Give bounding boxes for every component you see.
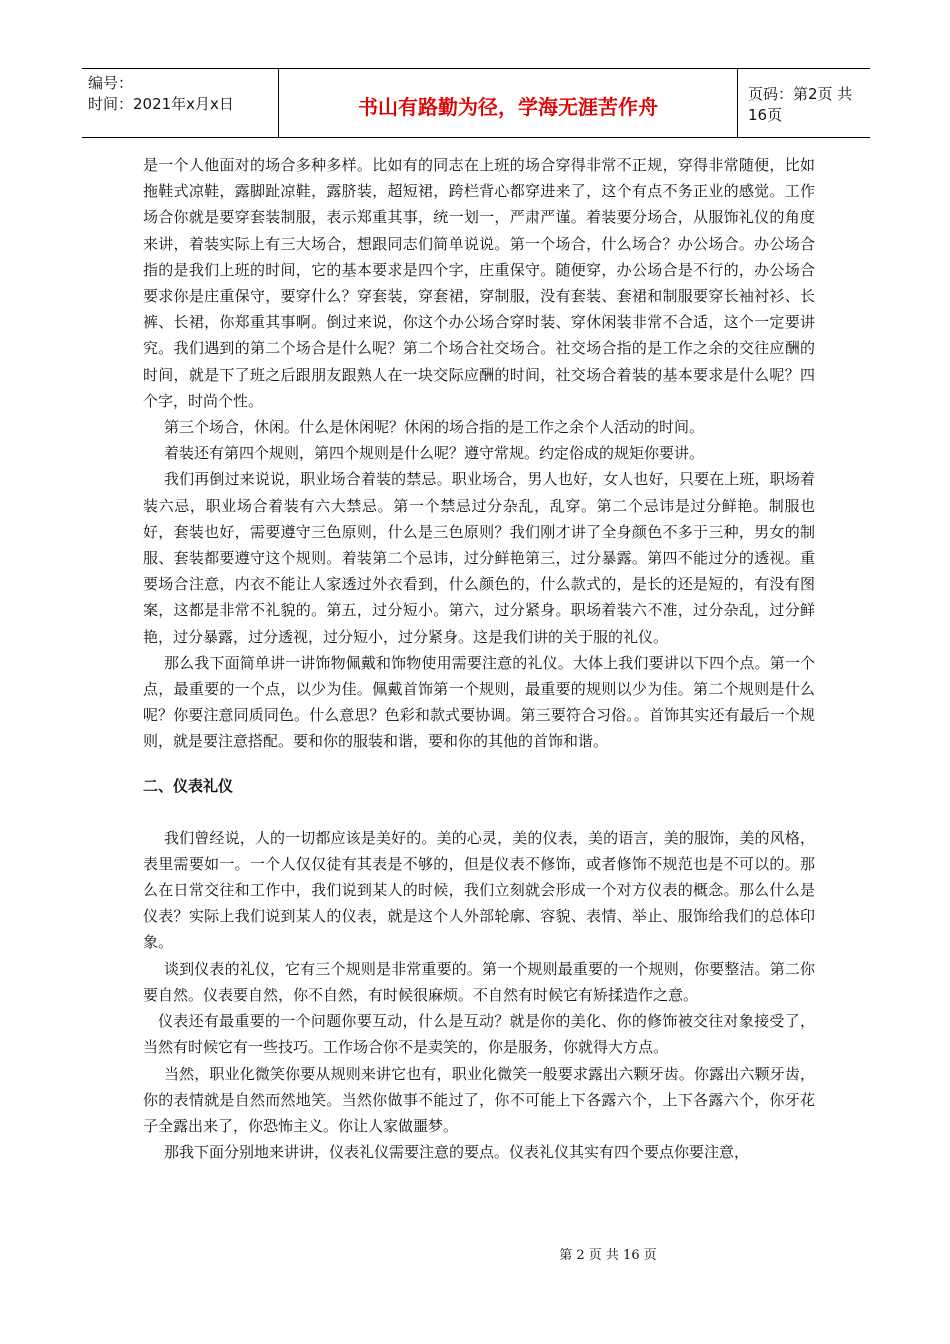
serial-label: 编号：: [88, 74, 134, 92]
paragraph: 仪表还有最重要的一个问题你要互动，什么是互动？就是你的美化、你的修饰被交往对象接受了，当然有时候它有一些技巧。工作场合你不是卖笑的，你是服务，你就得大方点。: [143, 1012, 815, 1057]
page-header: [82, 68, 870, 138]
paragraph: 那么我下面简单讲一讲饰物佩戴和饰物使用需要注意的礼仪。大体上我们要讲以下四个点。第一个点，最重要的一个点，以少为佳。佩戴首饰第一个规则，最重要的规则以少为佳。第二个规则是什么呢？你要注意同质同色。什么意思？色彩和款式要协调。第三要符合习俗。。首饰其实还有最后一个规则，就是要注意搭配。要和你的服装和谐，要和你的其他的首饰和谐。: [143, 653, 815, 751]
header-motto: [279, 69, 738, 137]
header-page-info: [738, 69, 870, 137]
document-body: [143, 152, 815, 1165]
paragraph: 我们曾经说，人的一切都应该是美好的。美的心灵，美的仪表，美的语言，美的服饰，美的风格，表里需要如一。一个人仅仅徒有其表是不够的，但是仪表不修饰，或者修饰不规范也是不可以的。那么在日常交往和工作中，我们说到某人的时候，我们立刻就会形成一个对方仪表的概念。那么什么是仪表？实际上我们说到某人的仪表，就是这个人外部轮廓、容貌、表情、举止、服饰给我们的总体印象。: [143, 828, 815, 952]
paragraph: 那我下面分别地来讲讲，仪表礼仪需要注意的要点。仪表礼仪其实有四个要点你要注意，: [164, 1143, 750, 1162]
date-label: 时间：2021年x月x日: [88, 95, 234, 113]
footer-page-number: 第 2 页 共 16 页: [559, 1248, 657, 1263]
motto-text: 书山有路勤为径，学海无涯苦作舟: [358, 94, 658, 119]
page-footer: [133, 1244, 950, 1263]
paragraph: 着装还有第四个规则，第四个规则是什么呢？遵守常规。约定俗成的规矩你要讲。: [164, 444, 705, 463]
header-meta: [82, 69, 279, 137]
paragraph: 谈到仪表的礼仪，它有三个规则是非常重要的。第一个规则最重要的一个规则，你要整洁。第二你要自然。仪表要自然，你不自然，有时候很麻烦。不自然有时候它有矫揉造作之意。: [143, 959, 815, 1004]
section-title: 二、仪表礼仪: [143, 776, 234, 795]
paragraph: 我们再倒过来说说，职业场合着装的禁忌。职业场合，男人也好，女人也好，只要在上班，职场着装六忌，职业场合着装有六大禁忌。第一个禁忌过分杂乱，乱穿。第二个忌讳是过分鲜艳。制服也好，套装也好，需要遵守三色原则，什么是三色原则？我们刚才讲了全身颜色不多于三种，男女的制服、套装都要遵守这个规则。着装第二个忌讳，过分鲜艳第三，过分暴露。第四不能过分的透视。重要场合注意，内衣不能让人家透过外衣看到，什么颜色的，什么款式的，是长的还是短的，有没有图案，这都是非常不礼貌的。第五，过分短小。第六，过分紧身。职场着装六不准，过分杂乱，过分鲜艳，过分暴露，过分透视，过分短小，过分紧身。这是我们讲的关于服的礼仪。: [143, 470, 815, 646]
paragraph: 当然，职业化微笑你要从规则来讲它也有，职业化微笑一般要求露出六颗牙齿。你露出六颗牙齿，你的表情就是自然而然地笑。当然你做事不能过了，你不可能上下各露六个，上下各露六个，你牙花子全露出来了，你恐怖主义。你让人家做噩梦。: [143, 1064, 815, 1135]
page-info-text: 页码：第2页 共16页: [748, 85, 853, 124]
paragraph: 第三个场合，休闲。什么是休闲呢？休闲的场合指的是工作之余个人活动的时间。: [164, 418, 705, 437]
paragraph: 是一个人他面对的场合多种多样。比如有的同志在上班的场合穿得非常不正规，穿得非常随便，比如拖鞋式凉鞋，露脚趾凉鞋，露脐装，超短裙，跨栏背心都穿进来了，这个有点不务正业的感觉。工作场合你就是要穿套装制服，表示郑重其事，统一划一，严肃严谨。着装要分场合，从服饰礼仪的角度来讲，着装实际上有三大场合，想跟同志们简单说说。第一个场合，什么场合？办公场合。办公场合指的是我们上班的时间，它的基本要求是四个字，庄重保守。随便穿，办公场合是不行的，办公场合要求你是庄重保守，要穿什么？穿套装，穿套裙，穿制服，没有套装、套裙和制服要穿长袖衬衫、长裤、长裙，你郑重其事啊。倒过来说，你这个办公场合穿时装、穿休闲装非常不合适，这个一定要讲究。我们遇到的第二个场合是什么呢？第二个场合社交场合。社交场合指的是工作之余的交往应酬的时间，就是下了班之后跟朋友跟熟人在一块交际应酬的时间，社交场合着装的基本要求是什么呢？四个字，时尚个性。: [143, 156, 815, 410]
